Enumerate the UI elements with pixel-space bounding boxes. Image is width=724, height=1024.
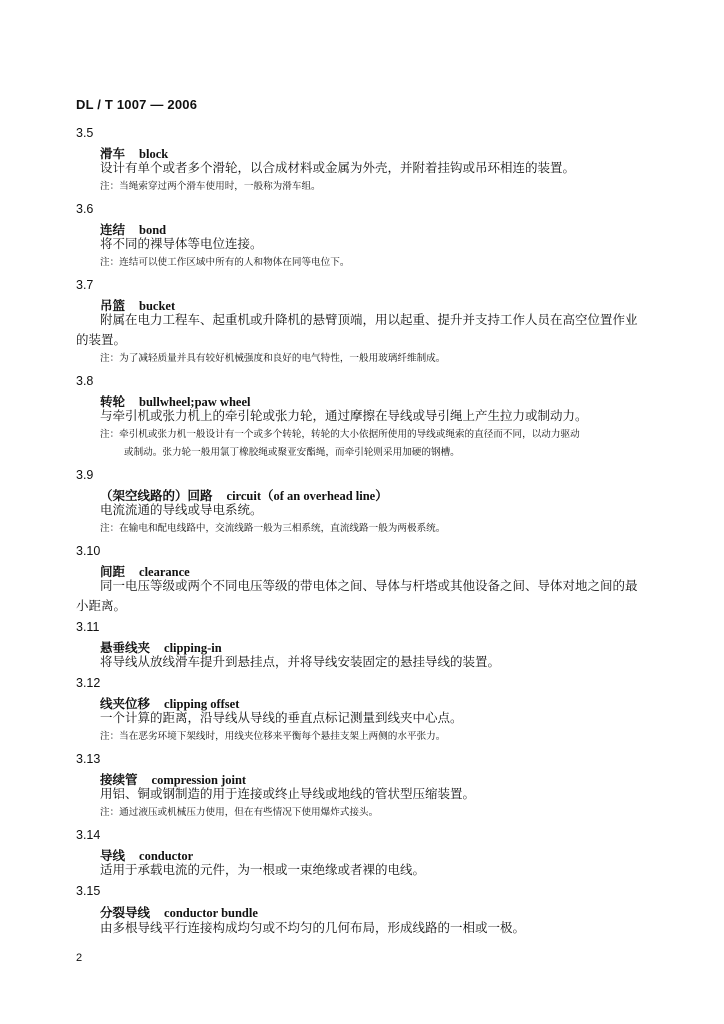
entry-definition: [100, 708, 660, 728]
definition-line: 由多根导线平行连接构成均匀或不均匀的几何布局，形成线路的一相或一极。: [100, 920, 526, 935]
term-zh: 线夹位移: [100, 696, 151, 711]
note-line: 注：牵引机或张力机一般设计有一个或多个转轮，转轮的大小依据所使用的导线或绳索的直径而不同，以动力驱动: [100, 429, 580, 440]
term-en: clipping offset: [164, 697, 240, 711]
note-line: 注：通过液压或机械压力使用，但在有些情况下使用爆炸式接头。: [100, 807, 379, 818]
term-en: conductor: [139, 849, 194, 863]
entry-definition: [100, 406, 660, 426]
entry-number: 3.8: [76, 374, 94, 388]
entry-note: [100, 426, 660, 462]
note-line: 注：在输电和配电线路中，交流线路一般为三相系统，直流线路一般为两极系统。: [100, 523, 446, 534]
entry-definition: [100, 500, 660, 520]
term-en: compression joint: [151, 773, 247, 787]
entry-note: [100, 520, 660, 538]
term-en: bucket: [139, 299, 176, 313]
definition-line: 附属在电力工程车、起重机或升降机的悬臂顶端，用以起重、提升并支持工作人员在高空位置作业: [100, 312, 638, 327]
term-zh: 接续管: [100, 772, 138, 787]
definition-line: 将导线从放线滑车提升到悬挂点，并将导线安装固定的悬挂导线的装置。: [100, 654, 501, 669]
term-zh: （架空线路的）回路: [100, 488, 213, 503]
note-line: 或制动。张力轮一般用氯丁橡胶绳或聚亚安酯绳，而牵引轮则采用加硬的钢槽。: [124, 447, 460, 458]
entry-note: [100, 728, 660, 746]
term-zh: 转轮: [100, 394, 126, 409]
term-zh: 间距: [100, 564, 126, 579]
entry-definition: [100, 652, 660, 672]
definition-line: 与牵引机或张力机上的牵引轮或张力轮，通过摩擦在导线或导引绳上产生拉力或制动力。: [100, 408, 588, 423]
term-en: circuit（of an overhead line）: [226, 489, 388, 503]
term-zh: 吊篮: [100, 298, 126, 313]
term-en: bullwheel;paw wheel: [139, 395, 251, 409]
note-line: 注：当绳索穿过两个滑车使用时，一般称为滑车组。: [100, 181, 321, 192]
term-en: clearance: [139, 565, 190, 579]
definition-line: 将不同的裸导体等电位连接。: [100, 236, 263, 251]
term-zh: 滑车: [100, 146, 126, 161]
definition-line: 用铝、铜或钢制造的用于连接或终止导线或地线的管状型压缩装置。: [100, 786, 476, 801]
entry-number: 3.15: [76, 884, 101, 898]
definition-line: 设计有单个或者多个滑轮，以合成材料或金属为外壳，并附着挂钩或吊环相连的装置。: [100, 160, 576, 175]
entry-note: [100, 350, 660, 368]
note-line: 注：当在恶劣环境下架线时，用线夹位移来平衡每个悬挂支架上两侧的水平张力。: [100, 731, 446, 742]
entry-definition: [100, 918, 660, 938]
entry-definition: [76, 576, 660, 616]
entry-number: 3.10: [76, 544, 101, 558]
term-en: bond: [139, 223, 167, 237]
definition-line: 的装置。: [76, 332, 127, 347]
definition-line: 适用于承载电流的元件，为一根或一束绝缘或者裸的电线。: [100, 862, 426, 877]
page-number: 2: [76, 952, 83, 964]
entry-number: 3.11: [76, 620, 100, 634]
definition-line: 小距离。: [76, 598, 127, 613]
term-en: conductor bundle: [164, 906, 258, 920]
term-zh: 导线: [100, 848, 126, 863]
definition-line: 电流流通的导线或导电系统。: [100, 502, 263, 517]
entry-number: 3.7: [76, 278, 94, 292]
term-en: clipping-in: [164, 641, 222, 655]
entry-note: [100, 178, 660, 196]
entry-number: 3.12: [76, 676, 101, 690]
entry-number: 3.6: [76, 202, 94, 216]
term-zh: 悬垂线夹: [100, 640, 151, 655]
definition-line: 一个计算的距离，沿导线从导线的垂直点标记测量到线夹中心点。: [100, 710, 463, 725]
term-en: block: [139, 147, 169, 161]
entry-definition: [100, 158, 660, 178]
entry-number: 3.5: [76, 126, 94, 140]
entry-definition: [100, 784, 660, 804]
entry-definition: [100, 234, 660, 254]
definition-line: 同一电压等级或两个不同电压等级的带电体之间、导体与杆塔或其他设备之间、导体对地之间的最: [100, 578, 638, 593]
entry-number: 3.14: [76, 828, 101, 842]
entry-number: 3.13: [76, 752, 101, 766]
entry-number: 3.9: [76, 468, 94, 482]
standard-header: DL / T 1007 — 2006: [76, 97, 198, 112]
term-zh: 连结: [100, 222, 126, 237]
entry-definition: [100, 860, 660, 880]
entry-definition: [76, 310, 660, 350]
note-line: 注：为了减轻质量并具有较好机械强度和良好的电气特性，一般用玻璃纤维制成。: [100, 353, 446, 364]
term-zh: 分裂导线: [100, 905, 151, 920]
entry-note: [100, 804, 660, 822]
entry-note: [100, 254, 660, 272]
note-line: 注：连结可以使工作区域中所有的人和物体在同等电位下。: [100, 257, 350, 268]
